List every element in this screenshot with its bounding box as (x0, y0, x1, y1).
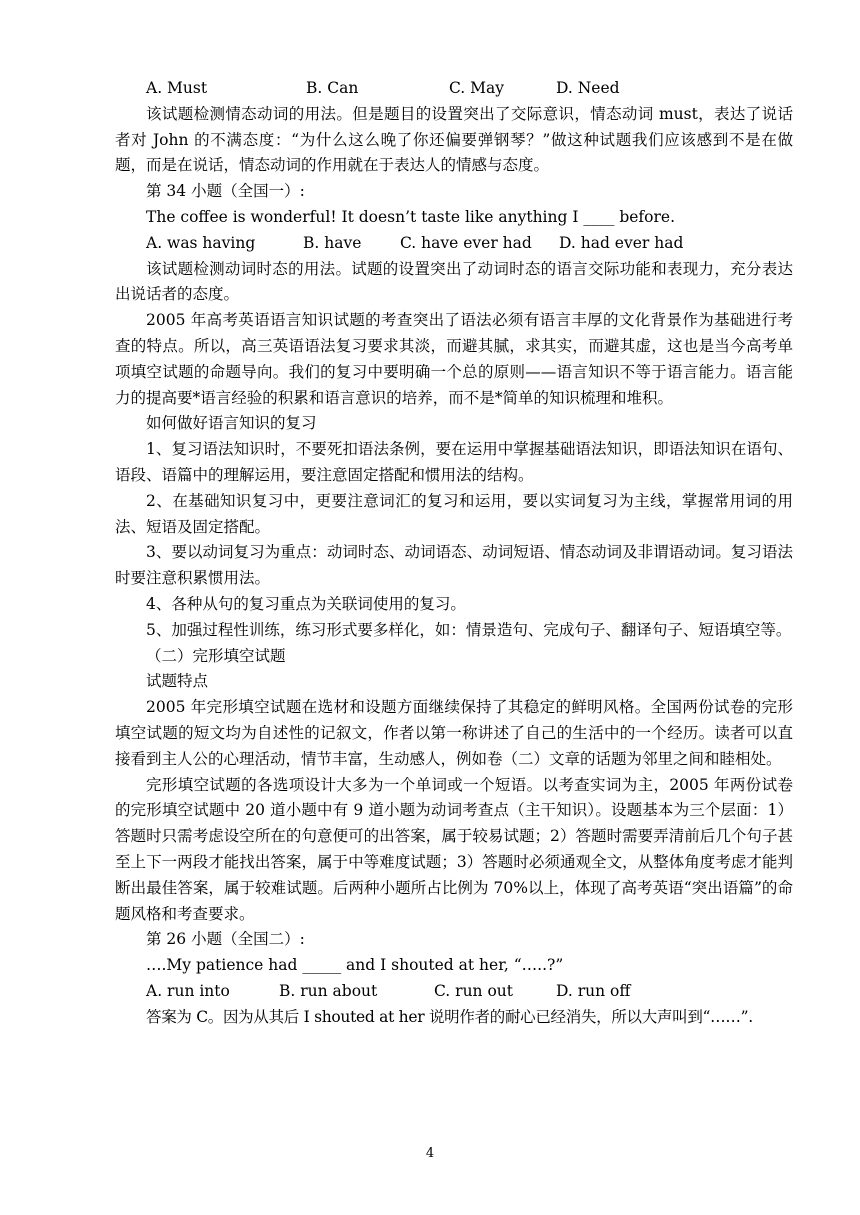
option-d: D. run off (556, 981, 631, 1000)
paragraph-cloze-options: 完形填空试题的各选项设计大多为一个单词或一个短语。以考查实词为主，2005 年两份试卷的完形填空试题中 20 道小题中有 9 道小题为动词考查点（主干知识）。设题基本为三个层面：1）答题时只需考虑设空所在的句意便可的出答案，属于较易试题；2）答题时需要弄清前后几个句子甚至上下一两段才能找出答案，属于中等难度试题；3）答题时必须通观全文，从整体角度考虑才能判断出最佳答案，属于较难试题。后两种小题所占比例为 70%以上，体现了高考英语“突出语篇”的命题风格和考查要求。 (115, 775, 793, 923)
option-c: C. run out (434, 981, 514, 1000)
options-row-q26 (115, 979, 793, 1005)
option-d: D. Need (556, 79, 620, 97)
heading-how-to-review: 如何做好语言知识的复习 (146, 414, 317, 433)
page-content (115, 76, 793, 1030)
section-heading-cloze: （二）完形填空试题 (146, 646, 286, 665)
options-row-q1 (115, 76, 793, 102)
option-c: C. May (449, 79, 505, 97)
option-a: A. Must (146, 79, 208, 97)
paragraph-modal-verbs: 该试题检测情态动词的用法。但是题目的设置突出了交际意识，情态动词 must，表达了说话者对 John 的不满态度：“为什么这么晚了你还偏要弹钢琴？”做这种试题我们应该感到不是在做题，而是在说话，情态动词的作用就在于表达人的情感与态度。 (115, 104, 793, 175)
list-item: 2、在基础知识复习中，更要注意词汇的复习和运用，要以实词复习为主线，掌握常用词的用法、短语及固定搭配。 (115, 491, 793, 536)
paragraph-answer: 答案为 C。因为从其后 I shouted at her 说明作者的耐心已经消失，所以大声叫到“……”. (146, 1007, 753, 1026)
list-item: 3、要以动词复习为重点：动词时态、动词语态、动词短语、情态动词及非谓语动词。复习语法时要注意积累惯用法。 (115, 543, 793, 588)
option-d: D. had ever had (559, 233, 684, 252)
paragraph-2005-knowledge: 2005 年高考英语语言知识试题的考查突出了语法必须有语言丰厚的文化背景作为基础进行考查的特点。所以，高三英语语法复习要求其淡，而避其腻，求其实，而避其虚，这也是当今高考单项填空试题的命题导向。我们的复习中要明确一个总的原则——语言知识不等于语言能力。语言能力的提高要*语言经验的积累和语言意识的培养，而不是*简单的知识梳理和堆积。 (115, 311, 793, 407)
heading-features: 试题特点 (146, 672, 209, 691)
list-item: 4、各种从句的复习重点为关联词使用的复习。 (146, 594, 466, 613)
option-a: A. run into (146, 981, 230, 1000)
option-b: B. have (303, 233, 362, 252)
page-number: 4 (425, 1146, 435, 1161)
option-b: B. run about (279, 981, 378, 1000)
list-item: 1、复习语法知识时，不要死扣语法条例，要在运用中掌握基础语法知识，即语法知识在语句、语段、语篇中的理解运用，要注意固定搭配和惯用法的结构。 (115, 440, 793, 484)
question-26-label: 第 26 小题（全国二）: (146, 930, 305, 949)
question-34-label: 第 34 小题（全国一）: (146, 182, 305, 201)
paragraph-cloze-style: 2005 年完形填空试题在选材和设题方面继续保持了其稳定的鲜明风格。全国两份试卷的完形填空试题的短文均为自述性的记叙文，作者以第一称讲述了自己的生活中的一个经历。读者可以直接看到主人公的心理活动，情节丰富，生动感人，例如卷（二）文章的话题为邻里之间和睦相处。 (115, 698, 793, 768)
option-b: B. Can (306, 79, 359, 97)
options-row-q34 (115, 231, 793, 257)
question-26-sentence: ….My patience had _____ and I shouted at her, “…..?” (146, 956, 564, 975)
option-a: A. was having (146, 233, 256, 252)
question-34-sentence: The coffee is wonderful! It doesn’t taste like anything I ____ before. (146, 207, 675, 226)
paragraph-verb-tense: 该试题检测动词时态的用法。试题的设置突出了动词时态的语言交际功能和表现力，充分表达出说话者的态度。 (115, 259, 793, 304)
option-c: C. have ever had (400, 233, 532, 252)
list-item: 5、加强过程性训练，练习形式要多样化，如：情景造句、完成句子、翻译句子、短语填空等。 (146, 620, 792, 639)
